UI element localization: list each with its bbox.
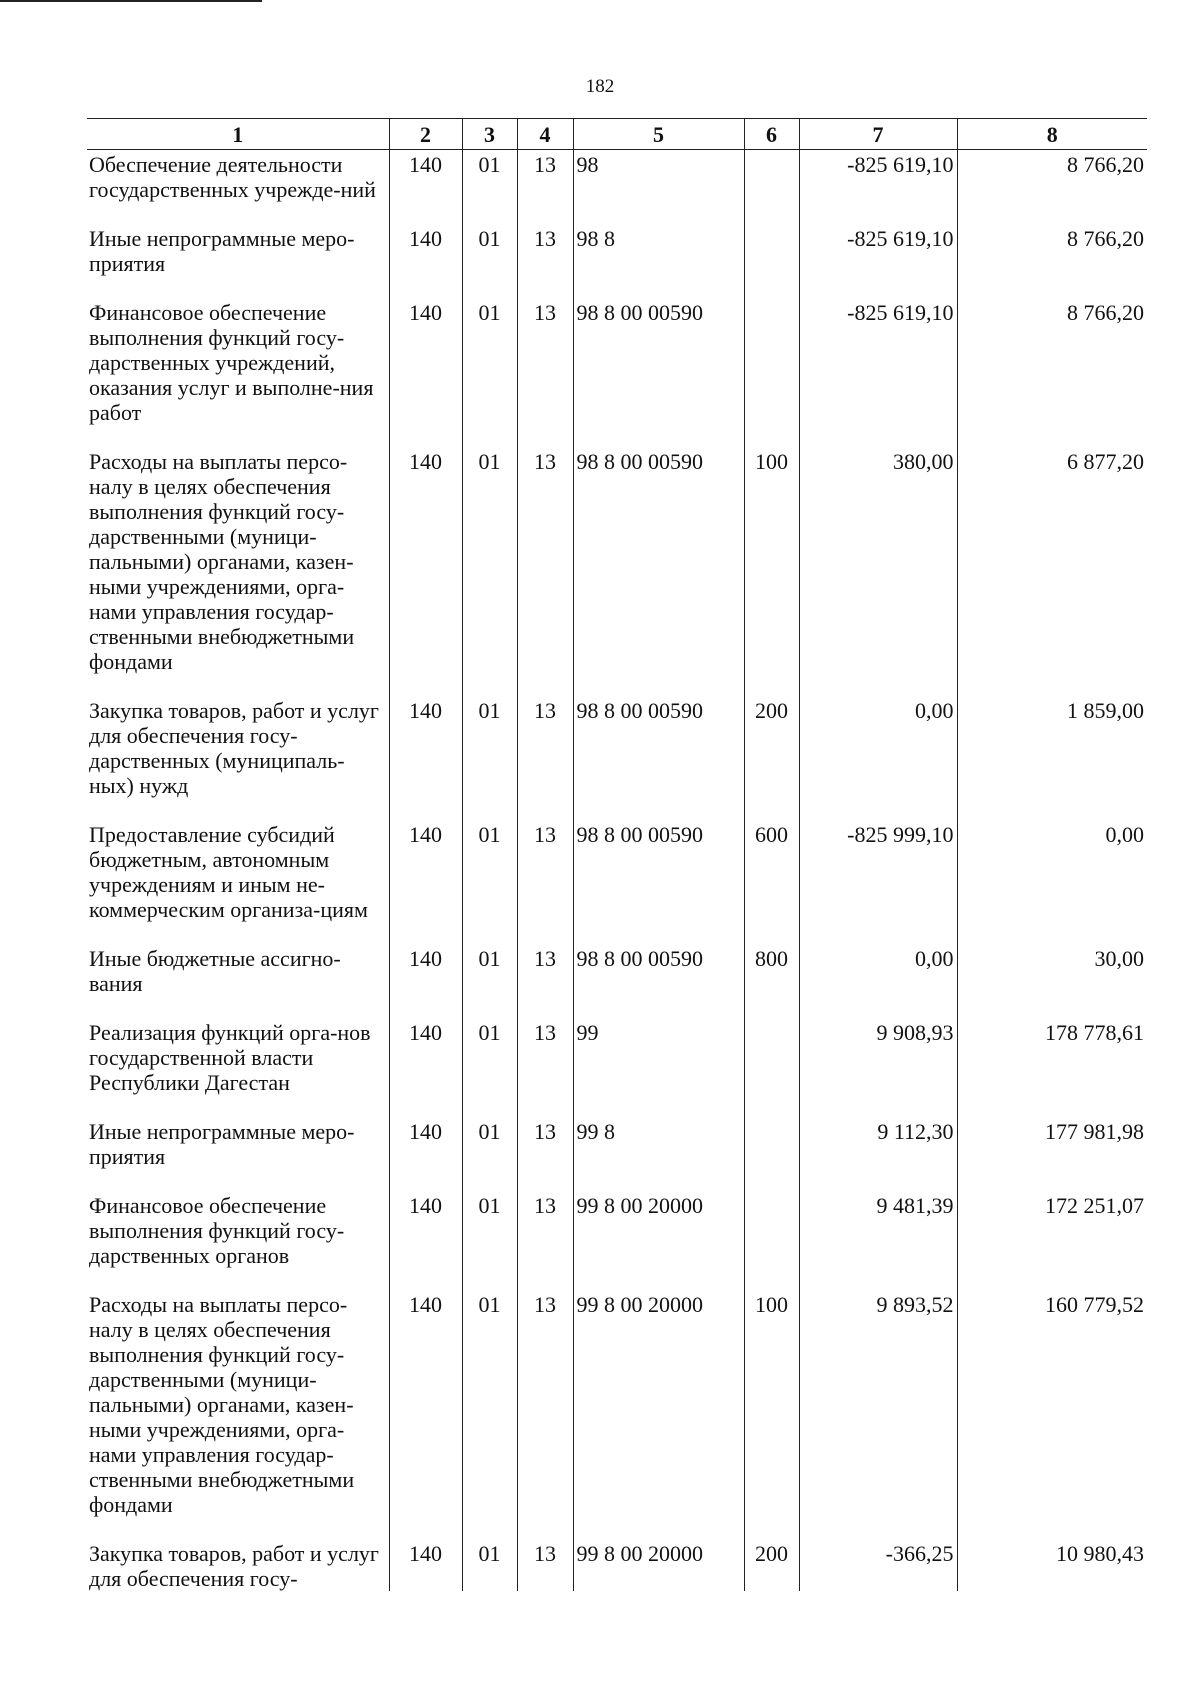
row-spacer [87, 1268, 1147, 1290]
spacer-cell [744, 1095, 799, 1117]
table-row [87, 820, 1147, 922]
spacer-cell [799, 425, 957, 447]
row-col-3: 01 [462, 1290, 517, 1517]
spacer-cell [799, 1169, 957, 1191]
row-col-3: 01 [462, 224, 517, 276]
row-description: Иные непрограммные меро-приятия [89, 226, 355, 276]
table-row [87, 447, 1147, 674]
spacer-cell [389, 798, 462, 820]
row-col-3: 01 [462, 1018, 517, 1095]
spacer-cell [462, 798, 517, 820]
row-col-5: 98 8 00 00590 [573, 820, 744, 922]
row-description: Реализация функций орга-нов государственной власти Республики Дагестан [89, 1020, 371, 1095]
spacer-cell [744, 1268, 799, 1290]
spacer-cell [573, 1268, 744, 1290]
row-col-7: -825 999,10 [799, 820, 957, 922]
spacer-cell [744, 276, 799, 298]
row-col-2: 140 [389, 224, 462, 276]
header-col-5: 5 [573, 119, 744, 150]
row-col-8: 177 981,98 [957, 1117, 1147, 1169]
spacer-cell [744, 674, 799, 696]
spacer-cell [87, 674, 389, 696]
row-description: Предоставление субсидий бюджетным, автономным учреждениям и иным не-коммерческим организа-циям [89, 822, 368, 922]
row-col-4: 13 [517, 150, 573, 203]
row-description: Обеспечение деятельности государственных учрежде-ний [89, 152, 376, 202]
spacer-cell [573, 425, 744, 447]
table-row [87, 1018, 1147, 1095]
row-spacer [87, 1169, 1147, 1191]
spacer-cell [957, 1268, 1147, 1290]
row-col-6 [744, 150, 799, 203]
spacer-cell [957, 276, 1147, 298]
row-col-5: 98 8 00 00590 [573, 944, 744, 996]
row-col-7: 9 112,30 [799, 1117, 957, 1169]
table-row [87, 696, 1147, 798]
spacer-cell [517, 1268, 573, 1290]
spacer-cell [799, 202, 957, 224]
spacer-cell [517, 922, 573, 944]
spacer-cell [744, 1517, 799, 1539]
row-col-5: 98 8 00 00590 [573, 298, 744, 425]
spacer-cell [957, 1095, 1147, 1117]
spacer-cell [517, 798, 573, 820]
row-col-3: 01 [462, 696, 517, 798]
row-col-5: 98 8 [573, 224, 744, 276]
row-col-7: 380,00 [799, 447, 957, 674]
table-row [87, 298, 1147, 425]
row-col-3: 01 [462, 298, 517, 425]
row-col-5: 98 8 00 00590 [573, 696, 744, 798]
row-col-8: 1 859,00 [957, 696, 1147, 798]
row-col-7: 9 908,93 [799, 1018, 957, 1095]
row-col-6: 800 [744, 944, 799, 996]
spacer-cell [573, 1169, 744, 1191]
table-header-row [87, 119, 1147, 150]
row-spacer [87, 922, 1147, 944]
spacer-cell [957, 922, 1147, 944]
spacer-cell [462, 674, 517, 696]
row-col-5: 99 8 00 20000 [573, 1191, 744, 1268]
header-col-7: 7 [799, 119, 957, 150]
row-spacer [87, 996, 1147, 1018]
spacer-cell [799, 276, 957, 298]
spacer-cell [389, 202, 462, 224]
row-col-6: 200 [744, 696, 799, 798]
row-col-5: 99 8 00 20000 [573, 1290, 744, 1517]
spacer-cell [389, 1095, 462, 1117]
row-col-5: 98 [573, 150, 744, 203]
spacer-cell [957, 202, 1147, 224]
row-spacer [87, 1095, 1147, 1117]
row-col-2: 140 [389, 1191, 462, 1268]
row-col-6 [744, 1018, 799, 1095]
header-col-1: 1 [87, 119, 389, 150]
row-col-2: 140 [389, 820, 462, 922]
table-row [87, 1290, 1147, 1517]
spacer-cell [517, 202, 573, 224]
spacer-cell [744, 922, 799, 944]
spacer-cell [87, 798, 389, 820]
row-col-4: 13 [517, 447, 573, 674]
row-col-6 [744, 1191, 799, 1268]
row-col-4: 13 [517, 1018, 573, 1095]
row-col-4: 13 [517, 820, 573, 922]
row-col-4: 13 [517, 1117, 573, 1169]
row-col-4: 13 [517, 1290, 573, 1517]
spacer-cell [799, 1095, 957, 1117]
row-col-7: -825 619,10 [799, 150, 957, 203]
header-col-6: 6 [744, 119, 799, 150]
row-col-7: 0,00 [799, 696, 957, 798]
row-col-7: 9 481,39 [799, 1191, 957, 1268]
table-row [87, 1539, 1147, 1591]
row-col-2: 140 [389, 1117, 462, 1169]
row-col-3: 01 [462, 1539, 517, 1591]
spacer-cell [517, 276, 573, 298]
row-col-8: 8 766,20 [957, 298, 1147, 425]
spacer-cell [799, 674, 957, 696]
spacer-cell [389, 1517, 462, 1539]
spacer-cell [799, 1517, 957, 1539]
row-col-5: 99 [573, 1018, 744, 1095]
spacer-cell [744, 202, 799, 224]
spacer-cell [87, 1095, 389, 1117]
spacer-cell [957, 798, 1147, 820]
spacer-cell [87, 276, 389, 298]
table-row [87, 944, 1147, 996]
row-col-7: -825 619,10 [799, 298, 957, 425]
spacer-cell [87, 922, 389, 944]
row-col-3: 01 [462, 150, 517, 203]
spacer-cell [517, 1169, 573, 1191]
spacer-cell [799, 996, 957, 1018]
row-col-8: 172 251,07 [957, 1191, 1147, 1268]
row-col-3: 01 [462, 1117, 517, 1169]
header-col-4: 4 [517, 119, 573, 150]
row-col-2: 140 [389, 696, 462, 798]
row-description: Расходы на выплаты персо-налу в целях обеспечения выполнения функций госу-дарственными (муници-пальными) органами, казен-ными учреждениями, орга-нами управления государ-ственными внебюджетными фондами [89, 449, 355, 674]
row-spacer [87, 674, 1147, 696]
row-description: Финансовое обеспечение выполнения функций госу-дарственных учреждений, оказания услуг и выполне-ния работ [89, 300, 374, 425]
row-col-3: 01 [462, 944, 517, 996]
budget-table [87, 118, 1147, 1591]
spacer-cell [389, 996, 462, 1018]
row-col-4: 13 [517, 944, 573, 996]
spacer-cell [573, 202, 744, 224]
spacer-cell [462, 1268, 517, 1290]
spacer-cell [957, 1517, 1147, 1539]
row-col-2: 140 [389, 150, 462, 203]
row-col-6 [744, 1117, 799, 1169]
row-col-8: 160 779,52 [957, 1290, 1147, 1517]
row-description: Иные непрограммные меро-приятия [89, 1119, 355, 1169]
row-col-6: 100 [744, 447, 799, 674]
spacer-cell [462, 425, 517, 447]
spacer-cell [87, 202, 389, 224]
row-col-2: 140 [389, 1290, 462, 1517]
row-col-6: 100 [744, 1290, 799, 1517]
row-col-8: 178 778,61 [957, 1018, 1147, 1095]
header-col-3: 3 [462, 119, 517, 150]
row-col-8: 0,00 [957, 820, 1147, 922]
row-col-4: 13 [517, 1539, 573, 1591]
row-description: Закупка товаров, работ и услуг для обеспечения госу-дарственных (муниципаль-ных) нужд [89, 698, 379, 798]
spacer-cell [573, 922, 744, 944]
row-col-5: 98 8 00 00590 [573, 447, 744, 674]
spacer-cell [87, 1268, 389, 1290]
spacer-cell [573, 996, 744, 1018]
spacer-cell [517, 1095, 573, 1117]
row-col-5: 99 8 [573, 1117, 744, 1169]
spacer-cell [389, 1268, 462, 1290]
top-border-line [0, 0, 262, 2]
spacer-cell [462, 276, 517, 298]
row-spacer [87, 202, 1147, 224]
row-description: Закупка товаров, работ и услуг для обеспечения госу- [89, 1541, 379, 1591]
row-col-8: 30,00 [957, 944, 1147, 996]
spacer-cell [799, 798, 957, 820]
table-row [87, 150, 1147, 203]
row-col-6 [744, 298, 799, 425]
spacer-cell [87, 1169, 389, 1191]
row-col-2: 140 [389, 447, 462, 674]
row-spacer [87, 798, 1147, 820]
row-col-7: 0,00 [799, 944, 957, 996]
spacer-cell [573, 798, 744, 820]
row-col-8: 8 766,20 [957, 224, 1147, 276]
spacer-cell [87, 425, 389, 447]
spacer-cell [462, 996, 517, 1018]
spacer-cell [957, 996, 1147, 1018]
spacer-cell [462, 202, 517, 224]
row-col-2: 140 [389, 298, 462, 425]
spacer-cell [462, 922, 517, 944]
row-col-6 [744, 224, 799, 276]
row-spacer [87, 425, 1147, 447]
spacer-cell [389, 1169, 462, 1191]
spacer-cell [744, 425, 799, 447]
spacer-cell [517, 425, 573, 447]
row-col-4: 13 [517, 224, 573, 276]
row-col-8: 6 877,20 [957, 447, 1147, 674]
spacer-cell [957, 674, 1147, 696]
row-spacer [87, 276, 1147, 298]
spacer-cell [744, 996, 799, 1018]
row-col-3: 01 [462, 447, 517, 674]
table-body [87, 150, 1147, 1592]
header-col-2: 2 [389, 119, 462, 150]
row-col-3: 01 [462, 820, 517, 922]
table-row [87, 1191, 1147, 1268]
spacer-cell [87, 1517, 389, 1539]
row-description: Расходы на выплаты персо-налу в целях обеспечения выполнения функций госу-дарственными (муници-пальными) органами, казен-ными учреждениями, орга-нами управления государ-ственными внебюджетными фондами [89, 1292, 355, 1517]
header-col-8: 8 [957, 119, 1147, 150]
spacer-cell [462, 1095, 517, 1117]
table-row [87, 224, 1147, 276]
spacer-cell [517, 996, 573, 1018]
table-row [87, 1117, 1147, 1169]
spacer-cell [517, 674, 573, 696]
spacer-cell [573, 674, 744, 696]
row-col-4: 13 [517, 298, 573, 425]
spacer-cell [573, 276, 744, 298]
spacer-cell [389, 922, 462, 944]
row-col-5: 99 8 00 20000 [573, 1539, 744, 1591]
row-col-2: 140 [389, 944, 462, 996]
spacer-cell [573, 1517, 744, 1539]
spacer-cell [462, 1169, 517, 1191]
row-description: Финансовое обеспечение выполнения функций госу-дарственных органов [89, 1193, 345, 1268]
row-col-3: 01 [462, 1191, 517, 1268]
spacer-cell [87, 996, 389, 1018]
spacer-cell [389, 276, 462, 298]
row-col-4: 13 [517, 1191, 573, 1268]
row-col-4: 13 [517, 696, 573, 798]
spacer-cell [799, 922, 957, 944]
spacer-cell [517, 1517, 573, 1539]
spacer-cell [573, 1095, 744, 1117]
spacer-cell [744, 1169, 799, 1191]
row-col-6: 200 [744, 1539, 799, 1591]
page-number: 182 [585, 76, 615, 97]
row-col-2: 140 [389, 1018, 462, 1095]
spacer-cell [799, 1268, 957, 1290]
row-spacer [87, 1517, 1147, 1539]
row-col-7: 9 893,52 [799, 1290, 957, 1517]
spacer-cell [744, 798, 799, 820]
row-col-2: 140 [389, 1539, 462, 1591]
row-col-6: 600 [744, 820, 799, 922]
spacer-cell [389, 425, 462, 447]
row-col-7: -366,25 [799, 1539, 957, 1591]
row-col-8: 8 766,20 [957, 150, 1147, 203]
row-col-8: 10 980,43 [957, 1539, 1147, 1591]
spacer-cell [957, 425, 1147, 447]
row-description: Иные бюджетные ассигно-вания [89, 946, 341, 996]
spacer-cell [957, 1169, 1147, 1191]
spacer-cell [389, 674, 462, 696]
spacer-cell [462, 1517, 517, 1539]
row-col-7: -825 619,10 [799, 224, 957, 276]
